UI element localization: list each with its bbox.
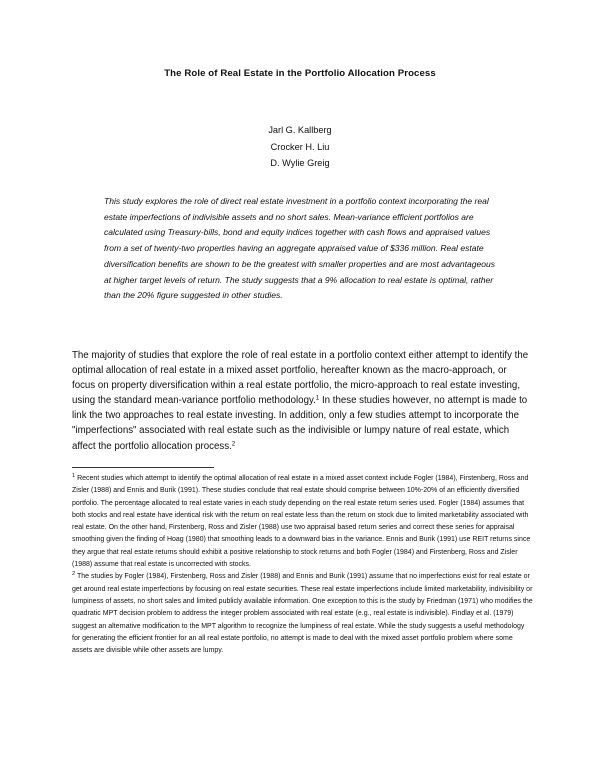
- footnote-text: The studies by Fogler (1984), Firstenberg, Ross and Zisler (1988) and Ennis and Burik (1991) assume that no imperfections exist for real estate or get around real estate imperfections by focusing on real estate securities. These real estate imperfections include limited marketability, indivisibility or lumpiness of assets, no short sales and limited publicly available information. One exception to this is the study by Friedman (1971) who modifies the quadratic MPT decision problem to address the integer problem associated with real estate (e.g., real estate is indivisible). Findlay et al. (1979) suggest an alternative modification to the MPT algorithm to recognize the lumpiness of real estate. While the study suggests a useful methodology for generating the efficient frontier for an all real estate portfolio, no attempt is made to deal with the mixed asset portfolio problem where some assets are divisible while other assets are lumpy.: [72, 573, 533, 655]
- footnote-number: 1: [72, 472, 76, 479]
- footnote-ref-1[interactable]: 1: [315, 394, 320, 402]
- author-name: Crocker H. Liu: [270, 141, 330, 152]
- footnote-separator: [72, 467, 214, 468]
- footnote-text: Recent studies which attempt to identify the optimal allocation of real estate in a mixed asset context include Fogler (1984), Firstenberg, Ross and Zisler (1988) and Ennis and Burik (1991). These studies conclude that real estate should comprise between 10%-20% of an efficiently diversified portfolio. The percentage allocated to real estate varies in each study depending on the real estate return series used. Fogler (1984) assumes that both stocks and real estate have identical risk with the return on real estate less than the return on stock due to limited marketability associated with real estate. On the other hand, Firstenberg, Ross and Zisler (1988) use two appraisal based return series and correct these series for appraisal smoothing given the finding of Hoag (1980) that smoothing leads to a downward bias in the variance. Ennis and Burik (1991) use REIT returns since they argue that real estate returns should exhibit a positive relationship to stock returns and both Fogler (1984) and Firstenberg, Ross and Zisler (1988) assume that real estate is uncorrected with stocks.: [72, 475, 531, 569]
- body-text-part-1: The majority of studies that explore the role of real estate in a portfolio context either attempt to identify the optimal allocation of real estate in a mixed asset portfolio, hereafter known as the macro-approach, or focus on property diversification within a real estate portfolio, the micro-approach to real estate investing, using the standard mean-variance portfolio methodology.: [72, 350, 529, 407]
- footnote-2: [72, 571, 534, 657]
- author-name: Jarl G. Kallberg: [268, 125, 332, 135]
- body-paragraph: [72, 348, 530, 454]
- footnote-ref-2[interactable]: 2: [231, 440, 236, 448]
- author-name: D. Wylie Greig: [270, 158, 330, 168]
- author-list: [0, 122, 600, 172]
- body-text-part-2: In these studies however, no attempt is made to link the two approaches to real estate investing. In addition, only a few studies attempt to incorporate the "imperfections" associated with real estate such as the indivisible or lumpy nature of real estate, which affect the portfolio allocation process.: [72, 395, 528, 452]
- footnote-1: [72, 473, 534, 571]
- footnotes: [72, 473, 534, 657]
- abstract: This study explores the role of direct real estate investment in a portfolio context incorporating the real estate imperfections of indivisible assets and no short sales. Mean-variance efficient portfolios are calculated using Treasury-bills, bond and equity indices together with cash flows and appraised values from a set of twenty-two properties having an aggregate appraised value of $336 million. Real estate diversification benefits are shown to be the greatest with smaller properties and are most advantageous at higher target levels of return. The study suggests that a 9% allocation to real estate is optimal, rather than the 20% figure suggested in other studies.: [104, 196, 495, 301]
- footnote-number: 2: [72, 571, 76, 578]
- paper-title: The Role of Real Estate in the Portfolio Allocation Process: [164, 68, 436, 79]
